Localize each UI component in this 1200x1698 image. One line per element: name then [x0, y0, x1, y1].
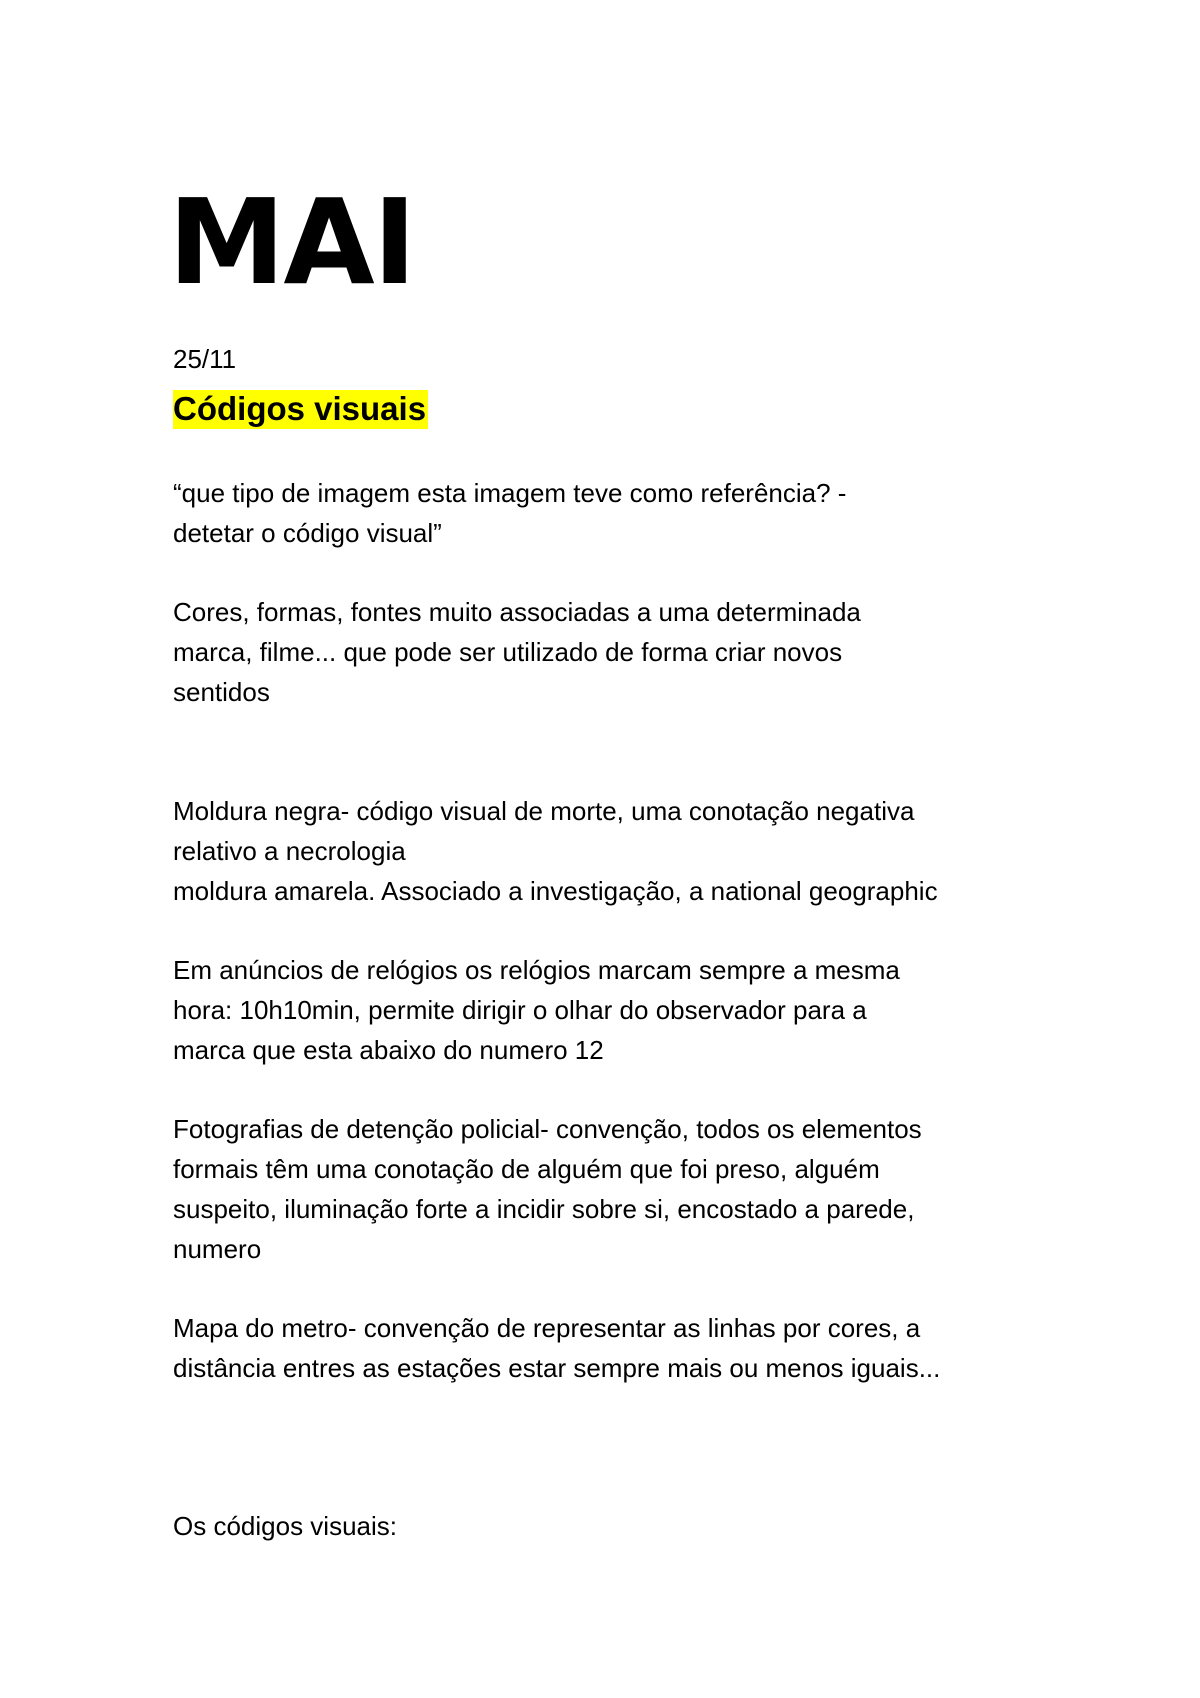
- body-line: detetar o código visual”: [173, 518, 442, 548]
- body-line: Mapa do metro- convenção de representar as linhas por cores, a: [173, 1313, 921, 1343]
- body-line: moldura amarela. Associado a investigação, a national geographic: [173, 876, 938, 906]
- date-label: 25/11: [173, 344, 237, 374]
- section-heading: [173, 386, 428, 432]
- body-line: Moldura negra- código visual de morte, uma conotação negativa: [173, 796, 915, 826]
- body-line: sentidos: [173, 677, 270, 707]
- body-line: distância entres as estações estar sempre mais ou menos iguais...: [173, 1353, 941, 1383]
- body-line: numero: [173, 1234, 262, 1264]
- body-line: Fotografias de detenção policial- convenção, todos os elementos: [173, 1114, 922, 1144]
- body-line: Os códigos visuais:: [173, 1511, 397, 1541]
- highlighted-heading-text: Códigos visuais: [173, 390, 427, 427]
- body-line: Cores, formas, fontes muito associadas a uma determinada: [173, 597, 861, 627]
- body-line: hora: 10h10min, permite dirigir o olhar do observador para a: [173, 995, 867, 1025]
- body-line: marca, filme... que pode ser utilizado de forma criar novos: [173, 637, 843, 667]
- document-title: MAI: [168, 173, 415, 311]
- body-line: marca que esta abaixo do numero 12: [173, 1035, 604, 1065]
- body-line: formais têm uma conotação de alguém que foi preso, alguém: [173, 1154, 880, 1184]
- body-line: suspeito, iluminação forte a incidir sobre si, encostado a parede,: [173, 1194, 915, 1224]
- body-line: Em anúncios de relógios os relógios marcam sempre a mesma: [173, 955, 900, 985]
- body-line: relativo a necrologia: [173, 836, 406, 866]
- body-line: “que tipo de imagem esta imagem teve como referência? -: [173, 478, 847, 508]
